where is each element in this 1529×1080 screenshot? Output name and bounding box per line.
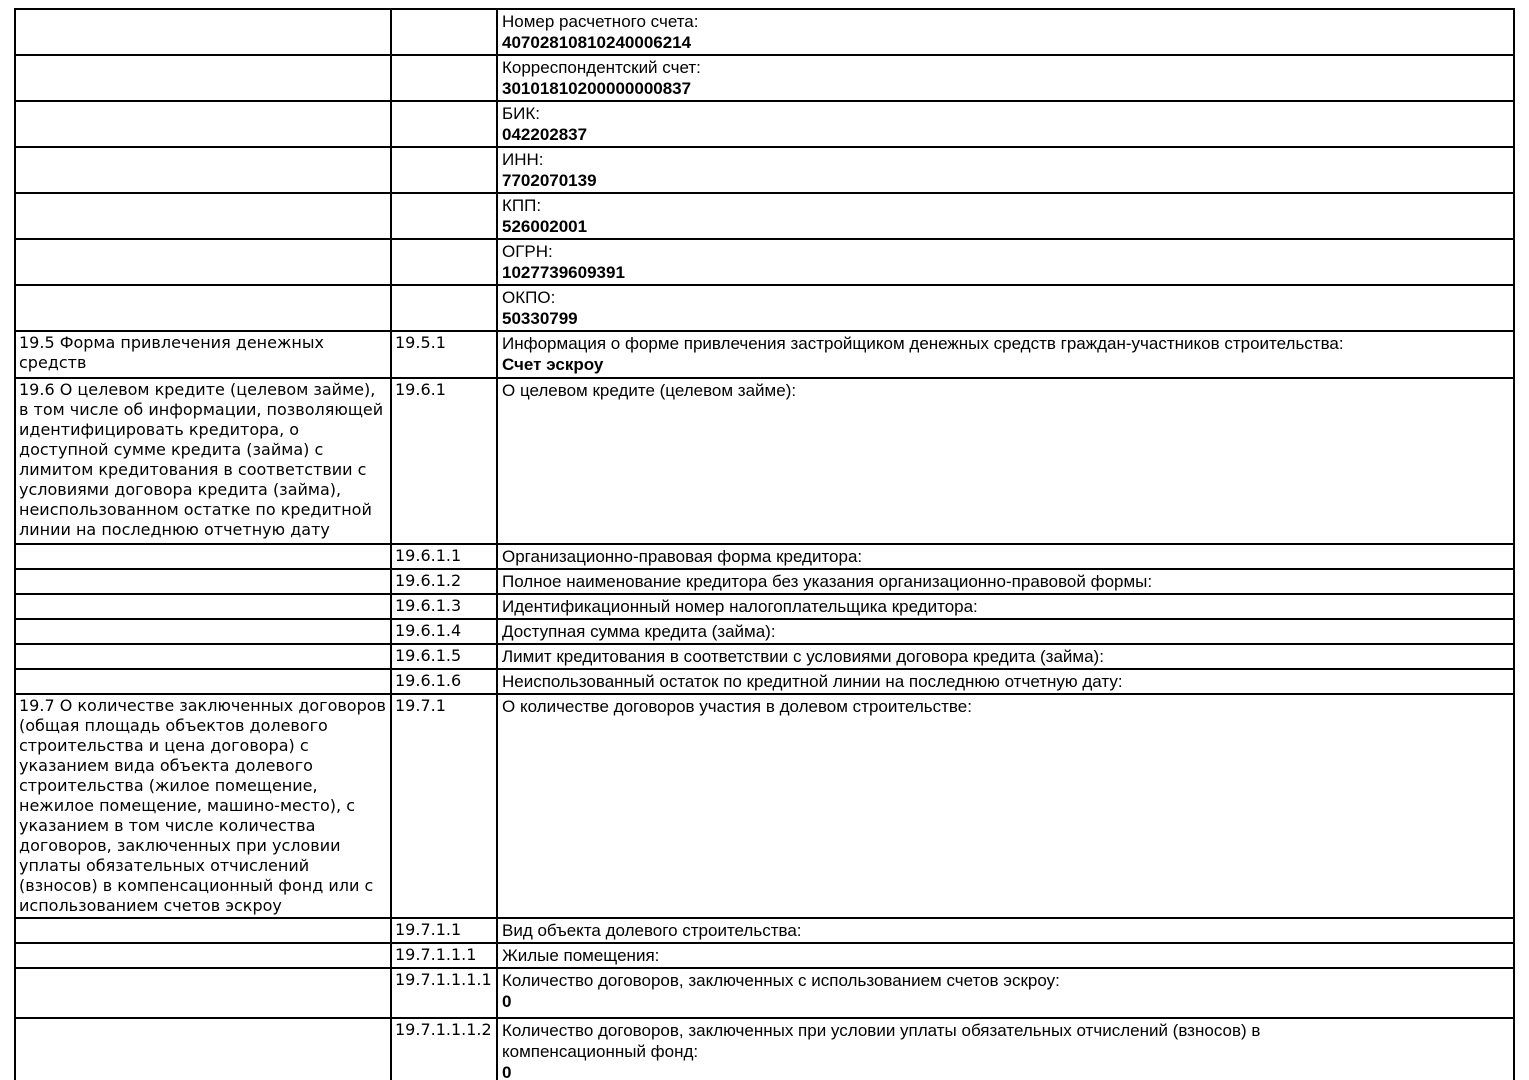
item-number-cell (391, 55, 497, 101)
item-content-cell (497, 644, 1514, 669)
field-value: 1027739609391 (502, 263, 625, 282)
item-content-cell (497, 694, 1514, 918)
item-number-cell (391, 9, 497, 55)
field-value: 30101810200000000837 (502, 79, 692, 98)
section-title-cell: 19.5 Форма привлечения денежных средств (15, 331, 391, 378)
field-label: Количество договоров, заключенных при условии уплаты обязательных отчислений (взносов) в компенсационный фонд: (502, 1021, 1261, 1061)
field-label: Количество договоров, заключенных с использованием счетов эскроу: (502, 971, 1060, 990)
item-content-cell (497, 285, 1514, 331)
section-title-cell (15, 619, 391, 644)
section-title-cell (15, 1018, 391, 1080)
item-number-cell: 19.6.1.2 (391, 569, 497, 594)
field-label: Жилые помещения: (502, 946, 660, 965)
item-content-cell (497, 569, 1514, 594)
item-number-cell (391, 193, 497, 239)
field-label: Доступная сумма кредита (займа): (502, 622, 776, 641)
section-title-cell: 19.7 О количестве заключенных договоров (общая площадь объектов долевого строительства и цена договора) с указанием вида объекта долевого строительства (жилое помещение, нежилое помещение, машино-место), с указанием в том числе количества договоров, заключенных при условии уплаты обязательных отчислений (взносов) в компенсационный фонд или с использованием счетов эскроу (15, 694, 391, 918)
section-title-cell (15, 943, 391, 968)
table-row (15, 1018, 1514, 1080)
table-row (15, 239, 1514, 285)
section-title-cell (15, 55, 391, 101)
section-title-cell (15, 193, 391, 239)
item-content-cell (497, 101, 1514, 147)
item-number-cell: 19.6.1 (391, 378, 497, 544)
section-title-cell (15, 644, 391, 669)
table-row (15, 544, 1514, 569)
field-label: Организационно-правовая форма кредитора: (502, 547, 863, 566)
table-row (15, 331, 1514, 378)
section-title-cell (15, 594, 391, 619)
section-title-cell (15, 101, 391, 147)
disclosure-table (14, 8, 1515, 1080)
item-number-cell: 19.6.1.5 (391, 644, 497, 669)
field-value: 7702070139 (502, 171, 597, 190)
field-label: БИК: (502, 104, 541, 123)
table-row (15, 55, 1514, 101)
item-number-cell: 19.7.1 (391, 694, 497, 918)
item-number-cell: 19.7.1.1.1.1 (391, 968, 497, 1018)
item-content-cell (497, 378, 1514, 544)
item-number-cell: 19.5.1 (391, 331, 497, 378)
item-number-cell (391, 285, 497, 331)
table-row (15, 378, 1514, 544)
item-content-cell (497, 55, 1514, 101)
field-label: Корреспондентский счет: (502, 58, 701, 77)
table-row (15, 644, 1514, 669)
field-label: ОГРН: (502, 242, 553, 261)
section-title-cell (15, 918, 391, 943)
item-content-cell (497, 943, 1514, 968)
table-row (15, 943, 1514, 968)
table-row (15, 669, 1514, 694)
field-label: КПП: (502, 196, 542, 215)
item-content-cell (497, 1018, 1514, 1080)
table-row (15, 101, 1514, 147)
field-label: Номер расчетного счета: (502, 12, 699, 31)
section-title-cell (15, 9, 391, 55)
field-label: О количестве договоров участия в долевом строительстве: (502, 697, 972, 716)
item-content-cell (497, 193, 1514, 239)
section-title-cell (15, 285, 391, 331)
table-row (15, 594, 1514, 619)
item-content-cell (497, 918, 1514, 943)
item-number-cell: 19.6.1.3 (391, 594, 497, 619)
field-label: О целевом кредите (целевом займе): (502, 381, 797, 400)
item-content-cell (497, 147, 1514, 193)
field-label: Идентификационный номер налогоплательщика кредитора: (502, 597, 978, 616)
field-label: Неиспользованный остаток по кредитной линии на последнюю отчетную дату: (502, 672, 1123, 691)
item-number-cell (391, 239, 497, 285)
field-label: Вид объекта долевого строительства: (502, 921, 802, 940)
field-value: 526002001 (502, 217, 588, 236)
field-value: 042202837 (502, 125, 588, 144)
item-number-cell (391, 101, 497, 147)
field-value: 0 (502, 992, 512, 1011)
item-number-cell: 19.7.1.1.1.2 (391, 1018, 497, 1080)
field-label: Полное наименование кредитора без указания организационно-правовой формы: (502, 572, 1153, 591)
item-content-cell (497, 239, 1514, 285)
table-row (15, 918, 1514, 943)
table-row (15, 9, 1514, 55)
table-row (15, 619, 1514, 644)
item-number-cell: 19.7.1.1 (391, 918, 497, 943)
table-row (15, 968, 1514, 1018)
field-value: 0 (502, 1063, 512, 1080)
field-value: 40702810810240006214 (502, 33, 692, 52)
field-label: ОКПО: (502, 288, 556, 307)
field-value: Счет эскроу (502, 355, 604, 374)
item-content-cell (497, 619, 1514, 644)
item-content-cell (497, 968, 1514, 1018)
field-label: Информация о форме привлечения застройщиком денежных средств граждан-участников строительства: (502, 334, 1344, 353)
section-title-cell: 19.6 О целевом кредите (целевом займе), в том числе об информации, позволяющей идентифицировать кредитора, о доступной сумме кредита (займа) с лимитом кредитования в соответствии с условиями договора кредита (займа), неиспользованном остатке по кредитной линии на последнюю отчетную дату (15, 378, 391, 544)
field-label: Лимит кредитования в соответствии с условиями договора кредита (займа): (502, 647, 1104, 666)
table-row (15, 285, 1514, 331)
table-row (15, 694, 1514, 918)
field-label: ИНН: (502, 150, 544, 169)
item-number-cell: 19.6.1.6 (391, 669, 497, 694)
item-number-cell: 19.6.1.1 (391, 544, 497, 569)
item-content-cell (497, 669, 1514, 694)
section-title-cell (15, 569, 391, 594)
section-title-cell (15, 544, 391, 569)
item-number-cell: 19.7.1.1.1 (391, 943, 497, 968)
table-row (15, 569, 1514, 594)
item-number-cell (391, 147, 497, 193)
section-title-cell (15, 968, 391, 1018)
item-content-cell (497, 331, 1514, 378)
item-content-cell (497, 9, 1514, 55)
table-row (15, 147, 1514, 193)
item-content-cell (497, 594, 1514, 619)
section-title-cell (15, 239, 391, 285)
section-title-cell (15, 669, 391, 694)
table-row (15, 193, 1514, 239)
field-value: 50330799 (502, 309, 578, 328)
item-content-cell (497, 544, 1514, 569)
section-title-cell (15, 147, 391, 193)
item-number-cell: 19.6.1.4 (391, 619, 497, 644)
